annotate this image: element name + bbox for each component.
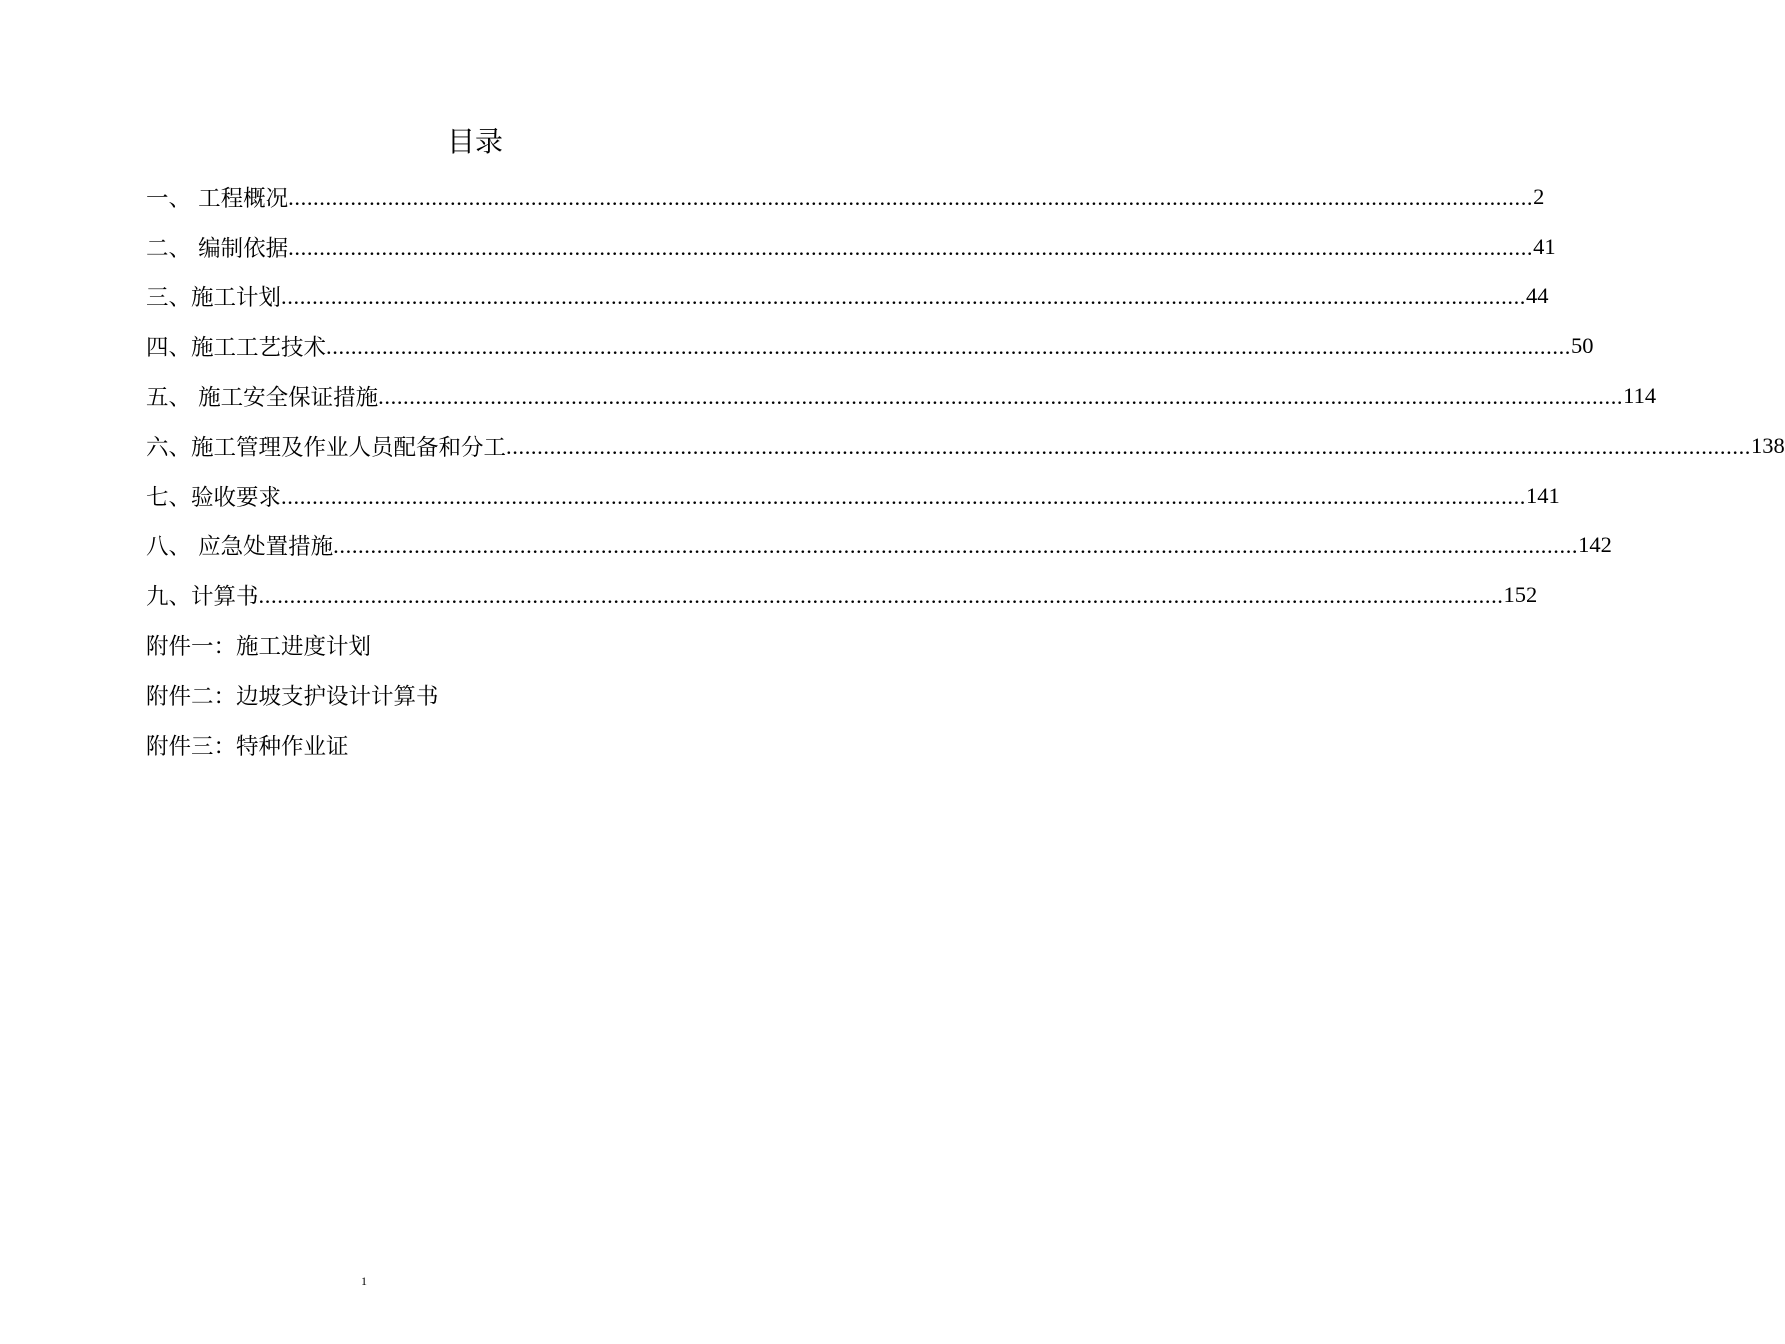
toc-entry-label: 四、施工工艺技术 <box>146 335 327 362</box>
toc-entry-page: 41 <box>1533 233 1556 259</box>
toc-entry-page: 141 <box>1526 482 1560 508</box>
toc-title: 目录 <box>446 125 503 158</box>
toc-dot-leader: ........................................................................................................................................................................................................ <box>506 433 1752 459</box>
toc-entry-page: 44 <box>1526 283 1549 309</box>
annex-entry <box>146 670 806 720</box>
toc-dot-leader: ........................................................................................................................................................................................................ <box>326 334 1572 360</box>
toc-entry[interactable] <box>146 521 1612 571</box>
toc-entry-label: 九、计算书 <box>146 584 259 611</box>
toc-dot-leader: ........................................................................................................................................................................................................ <box>258 583 1504 609</box>
annex-entry <box>146 720 806 770</box>
annex-entry <box>146 620 806 670</box>
toc-dot-leader: ........................................................................................................................................................................................................ <box>281 483 1527 509</box>
toc-entry-page: 2 <box>1533 183 1545 209</box>
toc-entry-label: 一、 工程概况 <box>146 185 289 212</box>
toc-entry-label: 八、 应急处置措施 <box>146 534 334 561</box>
toc-entry[interactable] <box>146 321 1594 371</box>
page-number: 1 <box>361 1274 367 1288</box>
toc-entry[interactable] <box>146 471 1560 521</box>
toc-entry-label: 二、 编制依据 <box>146 235 289 262</box>
toc-entry[interactable] <box>146 222 1556 272</box>
annex-entry-label: 附件二：边坡支护设计计算书 <box>146 683 439 710</box>
toc-dot-leader: ........................................................................................................................................................................................................ <box>281 284 1527 310</box>
toc-dot-leader: ........................................................................................................................................................................................................ <box>288 234 1534 260</box>
toc-entry[interactable] <box>146 570 1538 620</box>
toc-entry[interactable] <box>146 172 1545 222</box>
table-of-contents <box>146 172 1785 770</box>
toc-entry-label: 六、施工管理及作业人员配备和分工 <box>146 434 507 461</box>
toc-entry[interactable] <box>146 272 1549 322</box>
toc-entry-label: 五、 施工安全保证措施 <box>146 385 379 412</box>
annex-entry-label: 附件三：特种作业证 <box>146 733 349 760</box>
toc-entry[interactable] <box>146 421 1785 471</box>
annex-entry-label: 附件一：施工进度计划 <box>146 634 372 661</box>
toc-dot-leader: ........................................................................................................................................................................................................ <box>378 384 1624 410</box>
toc-entry[interactable] <box>146 371 1657 421</box>
toc-entry-page: 152 <box>1503 582 1538 608</box>
toc-entry-page: 138 <box>1751 432 1785 458</box>
toc-entry-label: 三、施工计划 <box>146 285 282 312</box>
toc-entry-label: 七、验收要求 <box>146 484 282 511</box>
toc-dot-leader: ........................................................................................................................................................................................................ <box>288 184 1534 210</box>
toc-dot-leader: ........................................................................................................................................................................................................ <box>333 533 1579 559</box>
toc-entry-page: 142 <box>1578 532 1612 558</box>
toc-entry-page: 50 <box>1571 333 1594 359</box>
toc-entry-page: 114 <box>1623 383 1657 409</box>
